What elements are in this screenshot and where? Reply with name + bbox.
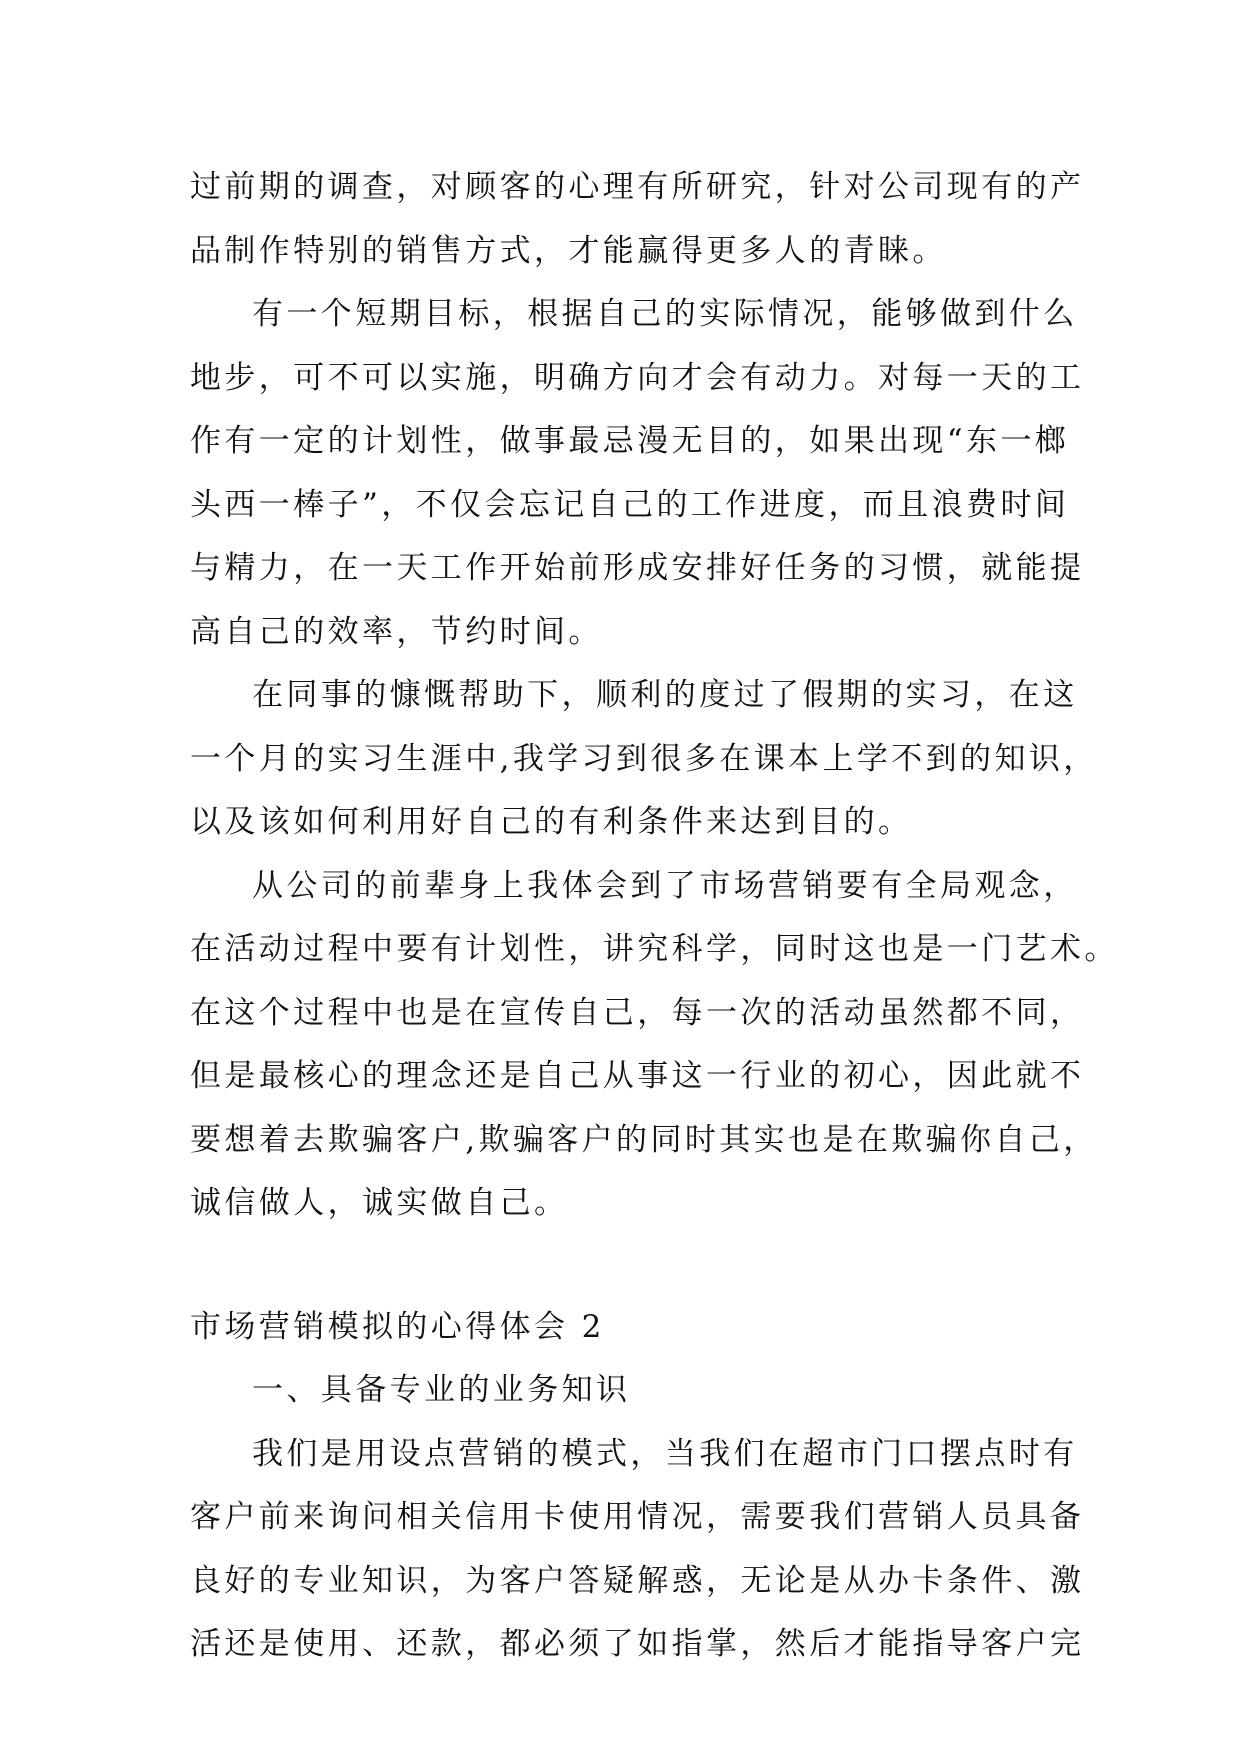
text-line: 作有一定的计划性，做事最忌漫无目的，如果出现“东一榔	[190, 423, 1070, 459]
section-heading-text: 市场营销模拟的心得体会 2	[190, 1308, 605, 1345]
text-line: 有一个短期目标，根据自己的实际情况，能够做到什么	[252, 296, 1078, 332]
text-line: 品制作特别的销售方式，才能赢得更多人的青睐。	[190, 232, 947, 269]
paragraph-4	[190, 855, 1119, 1236]
text-line: 过前期的调查，对顾客的心理有所研究，针对公司现有的产	[190, 169, 1085, 205]
text-line: 我们是用设点营销的模式，当我们在超市门口摆点时有	[252, 1435, 1078, 1472]
text-line: 地步，可不可以实施，明确方向才会有动力。对每一天的工	[190, 359, 1085, 396]
text-line: 但是最核心的理念还是自己从事这一行业的初心，因此就不	[190, 1058, 1085, 1094]
text-line: 良好的专业知识，为客户答疑解惑，无论是从办卡条件、激	[190, 1562, 1085, 1599]
text-line: 客户前来询问相关信用卡使用情况，需要我们营销人员具备	[190, 1499, 1085, 1535]
text-line: 要想着去欺骗客户,欺骗客户的同时其实也是在欺骗你自己，	[190, 1121, 1098, 1158]
text-line: 活还是使用、还款，都必须了如指掌，然后才能指导客户完	[190, 1626, 1085, 1662]
subheading-text: 一、具备专业的业务知识	[252, 1372, 631, 1408]
paragraph-3	[190, 664, 1098, 855]
text-line: 诚信做人，诚实做自己。	[190, 1185, 569, 1221]
text-line: 以及该如何利用好自己的有利条件来达到目的。	[190, 804, 913, 840]
paragraph-2	[190, 283, 1085, 664]
text-line: 在活动过程中要有计划性，讲究科学，同时这也是一门艺术。	[190, 931, 1119, 967]
section-heading	[190, 1296, 1050, 1360]
document-body	[190, 156, 1119, 1677]
text-line: 与精力，在一天工作开始前形成安排好任务的习惯，就能提	[190, 550, 1085, 586]
paragraph-1	[190, 156, 1085, 283]
text-line: 在这个过程中也是在宣传自己，每一次的活动虽然都不同，	[190, 994, 1085, 1031]
text-line: 头西一棒子”，不仅会忘记自己的工作进度，而且浪费时间	[190, 486, 1070, 523]
text-line: 一个月的实习生涯中,我学习到很多在课本上学不到的知识，	[190, 740, 1098, 777]
paragraph-6	[190, 1423, 1085, 1677]
paragraph-5	[190, 1359, 1050, 1423]
text-line: 从公司的前辈身上我体会到了市场营销要有全局观念，	[252, 867, 1078, 904]
text-line: 在同事的慷慨帮助下，顺利的度过了假期的实习，在这	[252, 677, 1078, 713]
text-line: 高自己的效率，节约时间。	[190, 613, 603, 650]
